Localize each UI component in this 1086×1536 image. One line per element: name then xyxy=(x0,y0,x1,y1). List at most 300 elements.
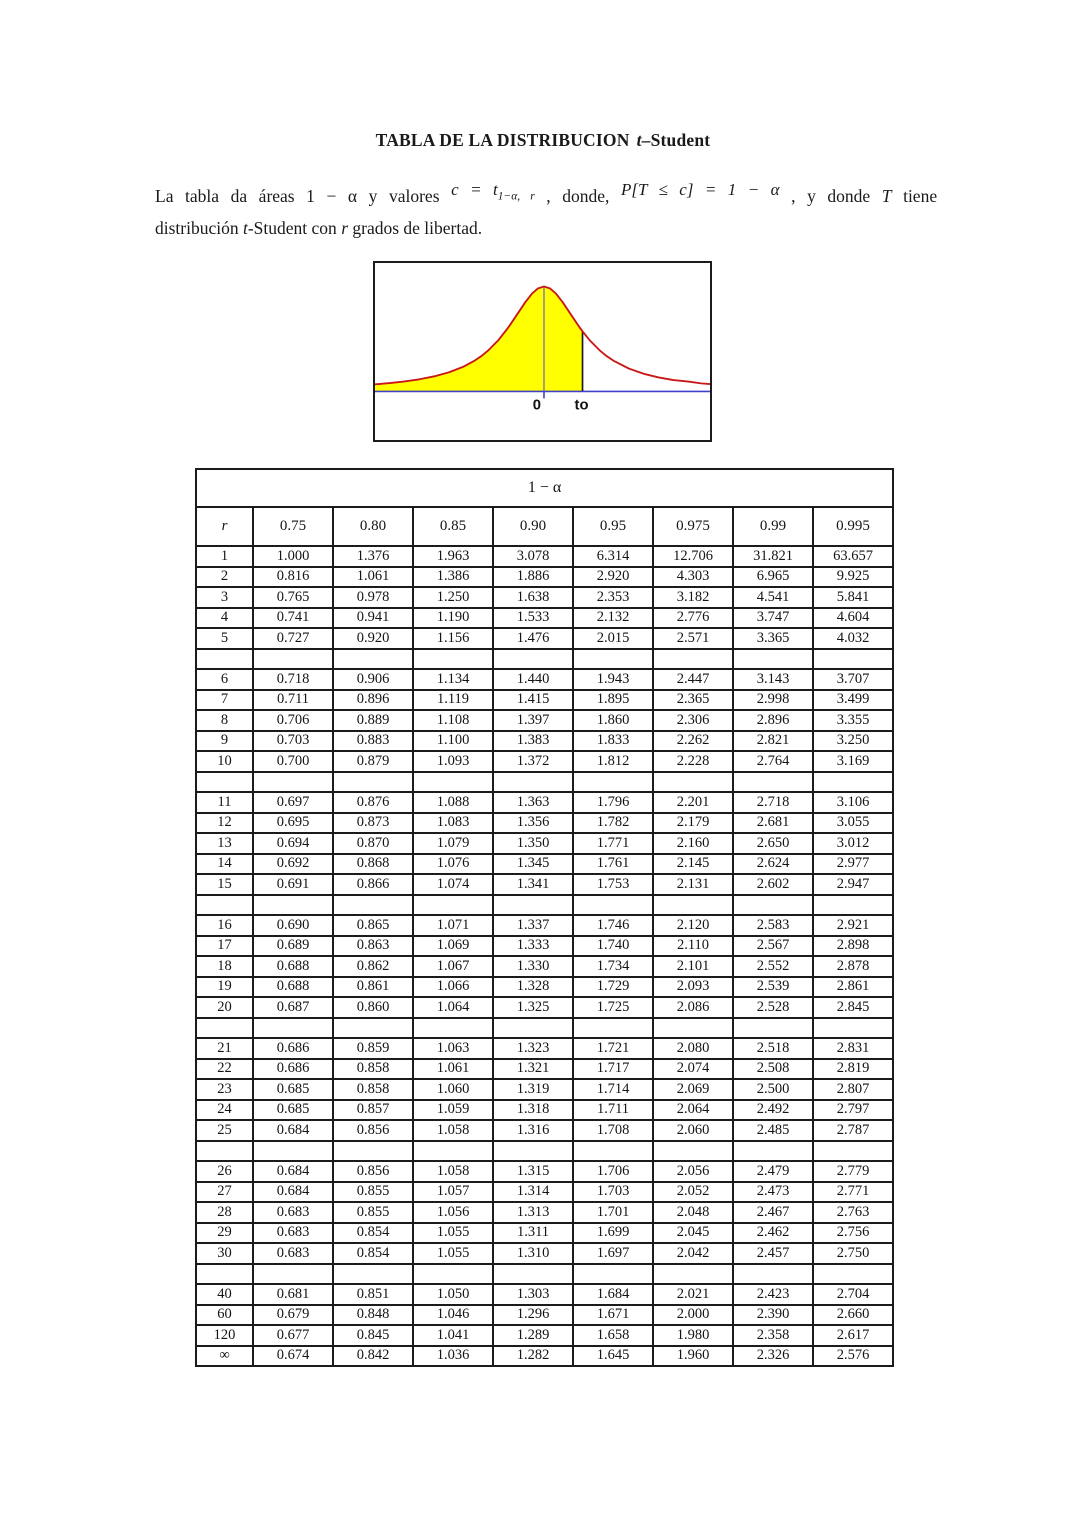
table-cell: 3.355 xyxy=(813,710,893,731)
table-cell: 0.686 xyxy=(253,1059,333,1080)
table-cell: 2.977 xyxy=(813,854,893,875)
table-row xyxy=(196,669,893,690)
table-cell: 2.831 xyxy=(813,1038,893,1059)
table-cell: 0.683 xyxy=(253,1202,333,1223)
table-cell: 1.314 xyxy=(493,1182,573,1203)
table-row xyxy=(196,1161,893,1182)
empty-cell xyxy=(493,1141,573,1162)
empty-cell xyxy=(573,1141,653,1162)
table-cell: 1.860 xyxy=(573,710,653,731)
empty-cell xyxy=(253,1264,333,1285)
table-cell: 0.866 xyxy=(333,874,413,895)
table-cell: 0.706 xyxy=(253,710,333,731)
table-row xyxy=(196,874,893,895)
table-row xyxy=(196,936,893,957)
table-cell: 0.684 xyxy=(253,1120,333,1141)
empty-cell xyxy=(733,895,813,916)
table-cell: 1.833 xyxy=(573,731,653,752)
title-t-letter: t xyxy=(636,130,642,150)
table-cell: 2.787 xyxy=(813,1120,893,1141)
table-row xyxy=(196,1305,893,1326)
table-cell: 1.740 xyxy=(573,936,653,957)
row-header-df: 8 xyxy=(196,710,253,731)
intro-line-2 xyxy=(155,216,937,241)
table-cell: 2.750 xyxy=(813,1243,893,1264)
table-cell: 1.721 xyxy=(573,1038,653,1059)
table-cell: 2.069 xyxy=(653,1079,733,1100)
t-table-body xyxy=(196,469,893,1366)
table-cell: 0.868 xyxy=(333,854,413,875)
table-cell: 1.318 xyxy=(493,1100,573,1121)
table-cell: 2.947 xyxy=(813,874,893,895)
table-cell: 2.508 xyxy=(733,1059,813,1080)
row-header-df: 7 xyxy=(196,690,253,711)
table-cell: 1.717 xyxy=(573,1059,653,1080)
formula-probability: P[T ≤ c] = 1 − α xyxy=(620,180,780,199)
table-cell: 1.701 xyxy=(573,1202,653,1223)
empty-cell xyxy=(413,1264,493,1285)
table-cell: 2.353 xyxy=(573,587,653,608)
table-cell: 2.845 xyxy=(813,997,893,1018)
table-cell: 0.681 xyxy=(253,1284,333,1305)
table-cell: 1.134 xyxy=(413,669,493,690)
table-cell: 2.797 xyxy=(813,1100,893,1121)
table-cell: 2.567 xyxy=(733,936,813,957)
table-row xyxy=(196,690,893,711)
row-header-df: 28 xyxy=(196,1202,253,1223)
group-header-row xyxy=(196,469,893,507)
table-cell: 2.896 xyxy=(733,710,813,731)
table-row xyxy=(196,1284,893,1305)
empty-cell xyxy=(733,772,813,793)
empty-cell xyxy=(813,649,893,670)
table-cell: 1.057 xyxy=(413,1182,493,1203)
table-cell: 0.863 xyxy=(333,936,413,957)
table-cell: 1.071 xyxy=(413,915,493,936)
empty-cell xyxy=(813,772,893,793)
row-header-df: 19 xyxy=(196,977,253,998)
table-cell: 1.812 xyxy=(573,751,653,772)
table-cell: 0.857 xyxy=(333,1100,413,1121)
row-header-df: 10 xyxy=(196,751,253,772)
row-header-df: 14 xyxy=(196,854,253,875)
table-row xyxy=(196,567,893,588)
table-cell: 1.533 xyxy=(493,608,573,629)
table-cell: 1.397 xyxy=(493,710,573,731)
table-cell: 1.963 xyxy=(413,546,493,567)
table-row xyxy=(196,628,893,649)
row-header-df: 9 xyxy=(196,731,253,752)
table-cell: 0.845 xyxy=(333,1325,413,1346)
table-cell: 1.066 xyxy=(413,977,493,998)
table-cell: 2.763 xyxy=(813,1202,893,1223)
table-row xyxy=(196,833,893,854)
table-cell: 2.145 xyxy=(653,854,733,875)
empty-cell xyxy=(493,895,573,916)
table-cell: 0.906 xyxy=(333,669,413,690)
table-cell: 1.753 xyxy=(573,874,653,895)
row-header-df: 1 xyxy=(196,546,253,567)
table-cell: 2.518 xyxy=(733,1038,813,1059)
table-cell: 2.920 xyxy=(573,567,653,588)
table-cell: 1.725 xyxy=(573,997,653,1018)
table-cell: 1.059 xyxy=(413,1100,493,1121)
table-cell: 2.110 xyxy=(653,936,733,957)
table-cell: 2.179 xyxy=(653,813,733,834)
table-cell: 2.807 xyxy=(813,1079,893,1100)
table-cell: 0.860 xyxy=(333,997,413,1018)
group-header-one-minus-alpha: 1 − α xyxy=(196,469,893,507)
table-cell: 1.476 xyxy=(493,628,573,649)
table-cell: 1.303 xyxy=(493,1284,573,1305)
row-header-df: 2 xyxy=(196,567,253,588)
table-cell: 1.058 xyxy=(413,1161,493,1182)
formula1-main: c = t xyxy=(451,180,498,199)
table-cell: 0.896 xyxy=(333,690,413,711)
table-row xyxy=(196,1182,893,1203)
empty-cell xyxy=(196,1264,253,1285)
table-cell: 1.067 xyxy=(413,956,493,977)
table-cell: 2.878 xyxy=(813,956,893,977)
column-header-row xyxy=(196,507,893,546)
t-distribution-table xyxy=(195,468,894,1367)
table-cell: 1.061 xyxy=(333,567,413,588)
table-row xyxy=(196,710,893,731)
table-cell: 3.169 xyxy=(813,751,893,772)
table-row xyxy=(196,731,893,752)
table-cell: 1.333 xyxy=(493,936,573,957)
table-cell: 2.160 xyxy=(653,833,733,854)
empty-cell xyxy=(733,1018,813,1039)
table-cell: 1.046 xyxy=(413,1305,493,1326)
table-cell: 1.074 xyxy=(413,874,493,895)
table-cell: 2.462 xyxy=(733,1223,813,1244)
table-cell: 1.372 xyxy=(493,751,573,772)
separator-row xyxy=(196,895,893,916)
table-cell: 1.311 xyxy=(493,1223,573,1244)
table-cell: 1.058 xyxy=(413,1120,493,1141)
table-cell: 1.328 xyxy=(493,977,573,998)
table-cell: 1.638 xyxy=(493,587,573,608)
table-cell: 3.747 xyxy=(733,608,813,629)
formula-c-equals-t xyxy=(451,180,535,203)
table-cell: 0.978 xyxy=(333,587,413,608)
table-cell: 1.734 xyxy=(573,956,653,977)
empty-cell xyxy=(573,895,653,916)
table-cell: 2.358 xyxy=(733,1325,813,1346)
table-cell: 2.060 xyxy=(653,1120,733,1141)
table-cell: 1.250 xyxy=(413,587,493,608)
empty-cell xyxy=(253,1141,333,1162)
table-cell: 2.576 xyxy=(813,1346,893,1367)
table-cell: 2.485 xyxy=(733,1120,813,1141)
intro-paragraph xyxy=(155,180,938,241)
row-header-df: 60 xyxy=(196,1305,253,1326)
empty-cell xyxy=(813,1141,893,1162)
table-cell: 0.865 xyxy=(333,915,413,936)
empty-cell xyxy=(493,1018,573,1039)
empty-cell xyxy=(653,1018,733,1039)
table-cell: 2.365 xyxy=(653,690,733,711)
empty-cell xyxy=(653,895,733,916)
table-cell: 2.015 xyxy=(573,628,653,649)
table-row xyxy=(196,1325,893,1346)
table-cell: 1.296 xyxy=(493,1305,573,1326)
table-row xyxy=(196,587,893,608)
empty-cell xyxy=(413,1018,493,1039)
table-cell: 1.316 xyxy=(493,1120,573,1141)
table-cell: 1.289 xyxy=(493,1325,573,1346)
table-cell: 2.074 xyxy=(653,1059,733,1080)
table-cell: 0.689 xyxy=(253,936,333,957)
separator-row xyxy=(196,1264,893,1285)
table-row xyxy=(196,997,893,1018)
row-header-df: 12 xyxy=(196,813,253,834)
table-cell: 1.711 xyxy=(573,1100,653,1121)
empty-cell xyxy=(196,1141,253,1162)
table-cell: 2.457 xyxy=(733,1243,813,1264)
table-cell: 1.415 xyxy=(493,690,573,711)
density-plot xyxy=(375,263,710,440)
empty-cell xyxy=(653,1264,733,1285)
table-cell: 1.100 xyxy=(413,731,493,752)
table-cell: 3.055 xyxy=(813,813,893,834)
table-cell: 2.539 xyxy=(733,977,813,998)
row-header-df: 26 xyxy=(196,1161,253,1182)
table-cell: 2.473 xyxy=(733,1182,813,1203)
table-cell: 1.310 xyxy=(493,1243,573,1264)
table-cell: 2.998 xyxy=(733,690,813,711)
table-row xyxy=(196,854,893,875)
table-cell: 1.356 xyxy=(493,813,573,834)
empty-cell xyxy=(253,895,333,916)
table-cell: 0.858 xyxy=(333,1059,413,1080)
table-cell: 2.423 xyxy=(733,1284,813,1305)
empty-cell xyxy=(653,1141,733,1162)
table-cell: 2.624 xyxy=(733,854,813,875)
table-cell: 63.657 xyxy=(813,546,893,567)
table-cell: 0.683 xyxy=(253,1223,333,1244)
table-cell: 2.756 xyxy=(813,1223,893,1244)
table-cell: 1.061 xyxy=(413,1059,493,1080)
table-cell: 2.000 xyxy=(653,1305,733,1326)
table-row xyxy=(196,1346,893,1367)
table-row xyxy=(196,1059,893,1080)
empty-cell xyxy=(413,649,493,670)
row-header-df: 30 xyxy=(196,1243,253,1264)
table-cell: 3.499 xyxy=(813,690,893,711)
table-cell: 1.697 xyxy=(573,1243,653,1264)
table-cell: 1.383 xyxy=(493,731,573,752)
table-cell: 3.707 xyxy=(813,669,893,690)
table-cell: 1.041 xyxy=(413,1325,493,1346)
table-cell: 1.761 xyxy=(573,854,653,875)
empty-cell xyxy=(733,1264,813,1285)
table-cell: 1.782 xyxy=(573,813,653,834)
row-header-df: 18 xyxy=(196,956,253,977)
table-cell: 2.921 xyxy=(813,915,893,936)
table-cell: 1.119 xyxy=(413,690,493,711)
table-row xyxy=(196,1243,893,1264)
intro-var-T: T xyxy=(881,186,892,206)
table-cell: 2.479 xyxy=(733,1161,813,1182)
table-cell: 2.776 xyxy=(653,608,733,629)
empty-cell xyxy=(333,772,413,793)
empty-cell xyxy=(813,1264,893,1285)
table-cell: 1.684 xyxy=(573,1284,653,1305)
table-cell: 2.771 xyxy=(813,1182,893,1203)
empty-cell xyxy=(333,1141,413,1162)
row-header-df: 22 xyxy=(196,1059,253,1080)
table-row xyxy=(196,1223,893,1244)
separator-row xyxy=(196,772,893,793)
col-header-confidence: 0.75 xyxy=(253,507,333,546)
table-cell: 1.714 xyxy=(573,1079,653,1100)
table-cell: 1.321 xyxy=(493,1059,573,1080)
table-cell: 2.819 xyxy=(813,1059,893,1080)
intro-text-c: , y donde xyxy=(791,186,871,206)
empty-cell xyxy=(573,772,653,793)
intro-text-e: distribución xyxy=(155,218,239,239)
table-cell: 2.552 xyxy=(733,956,813,977)
row-header-df: 17 xyxy=(196,936,253,957)
row-header-df: 120 xyxy=(196,1325,253,1346)
table-cell: 1.708 xyxy=(573,1120,653,1141)
row-header-df: ∞ xyxy=(196,1346,253,1367)
table-cell: 2.080 xyxy=(653,1038,733,1059)
table-cell: 0.685 xyxy=(253,1079,333,1100)
table-cell: 1.337 xyxy=(493,915,573,936)
empty-cell xyxy=(196,1018,253,1039)
empty-cell xyxy=(413,895,493,916)
empty-cell xyxy=(813,1018,893,1039)
table-cell: 0.879 xyxy=(333,751,413,772)
empty-cell xyxy=(733,649,813,670)
table-row xyxy=(196,546,893,567)
table-cell: 2.101 xyxy=(653,956,733,977)
table-cell: 0.700 xyxy=(253,751,333,772)
table-cell: 0.920 xyxy=(333,628,413,649)
table-cell: 1.050 xyxy=(413,1284,493,1305)
table-cell: 1.895 xyxy=(573,690,653,711)
table-cell: 2.056 xyxy=(653,1161,733,1182)
table-cell: 2.764 xyxy=(733,751,813,772)
table-cell: 0.855 xyxy=(333,1202,413,1223)
table-cell: 3.250 xyxy=(813,731,893,752)
table-cell: 0.718 xyxy=(253,669,333,690)
table-cell: 3.012 xyxy=(813,833,893,854)
table-cell: 0.856 xyxy=(333,1120,413,1141)
table-cell: 0.684 xyxy=(253,1182,333,1203)
table-cell: 1.771 xyxy=(573,833,653,854)
table-cell: 1.330 xyxy=(493,956,573,977)
table-cell: 2.447 xyxy=(653,669,733,690)
intro-var-t: t xyxy=(242,218,248,239)
table-cell: 1.325 xyxy=(493,997,573,1018)
table-cell: 3.182 xyxy=(653,587,733,608)
empty-cell xyxy=(733,1141,813,1162)
table-cell: 1.036 xyxy=(413,1346,493,1367)
col-header-confidence: 0.975 xyxy=(653,507,733,546)
table-cell: 1.108 xyxy=(413,710,493,731)
table-cell: 0.741 xyxy=(253,608,333,629)
title-text: TABLA DE LA DISTRIBUCION xyxy=(375,130,630,150)
table-cell: 1.645 xyxy=(573,1346,653,1367)
table-cell: 0.691 xyxy=(253,874,333,895)
table-cell: 1.699 xyxy=(573,1223,653,1244)
row-header-df: 25 xyxy=(196,1120,253,1141)
table-cell: 1.386 xyxy=(413,567,493,588)
table-cell: 0.858 xyxy=(333,1079,413,1100)
table-cell: 1.960 xyxy=(653,1346,733,1367)
empty-cell xyxy=(573,649,653,670)
table-cell: 0.683 xyxy=(253,1243,333,1264)
table-cell: 2.064 xyxy=(653,1100,733,1121)
row-header-df: 5 xyxy=(196,628,253,649)
table-row xyxy=(196,956,893,977)
table-cell: 0.684 xyxy=(253,1161,333,1182)
table-cell: 1.069 xyxy=(413,936,493,957)
table-cell: 4.541 xyxy=(733,587,813,608)
empty-cell xyxy=(653,649,733,670)
table-cell: 3.106 xyxy=(813,792,893,813)
table-cell: 0.677 xyxy=(253,1325,333,1346)
table-cell: 1.886 xyxy=(493,567,573,588)
table-cell: 1.063 xyxy=(413,1038,493,1059)
zero-label: 0 xyxy=(532,397,542,414)
table-cell: 2.583 xyxy=(733,915,813,936)
empty-cell xyxy=(253,649,333,670)
table-cell: 1.363 xyxy=(493,792,573,813)
distribution-figure xyxy=(373,261,712,442)
table-cell: 3.365 xyxy=(733,628,813,649)
table-cell: 1.055 xyxy=(413,1223,493,1244)
table-cell: 0.688 xyxy=(253,977,333,998)
table-cell: 1.703 xyxy=(573,1182,653,1203)
table-cell: 1.083 xyxy=(413,813,493,834)
table-cell: 4.604 xyxy=(813,608,893,629)
col-header-confidence: 0.95 xyxy=(573,507,653,546)
table-cell: 2.042 xyxy=(653,1243,733,1264)
intro-text-d: tiene xyxy=(903,186,938,206)
table-cell: 0.854 xyxy=(333,1223,413,1244)
empty-cell xyxy=(333,1018,413,1039)
row-header-df: 21 xyxy=(196,1038,253,1059)
table-cell: 1.079 xyxy=(413,833,493,854)
table-cell: 0.692 xyxy=(253,854,333,875)
table-cell: 0.855 xyxy=(333,1182,413,1203)
table-cell: 6.965 xyxy=(733,567,813,588)
table-cell: 1.060 xyxy=(413,1079,493,1100)
table-cell: 1.746 xyxy=(573,915,653,936)
table-cell: 1.313 xyxy=(493,1202,573,1223)
row-header-df: 24 xyxy=(196,1100,253,1121)
table-cell: 1.376 xyxy=(333,546,413,567)
table-cell: 0.703 xyxy=(253,731,333,752)
empty-cell xyxy=(573,1264,653,1285)
empty-cell xyxy=(493,1264,573,1285)
t0-label: to xyxy=(574,397,589,414)
row-header-df: 6 xyxy=(196,669,253,690)
table-row xyxy=(196,1202,893,1223)
table-cell: 1.055 xyxy=(413,1243,493,1264)
table-cell: 1.796 xyxy=(573,792,653,813)
table-cell: 0.842 xyxy=(333,1346,413,1367)
title-suffix: –Student xyxy=(641,130,711,150)
table-cell: 2.052 xyxy=(653,1182,733,1203)
empty-cell xyxy=(253,772,333,793)
table-cell: 1.729 xyxy=(573,977,653,998)
